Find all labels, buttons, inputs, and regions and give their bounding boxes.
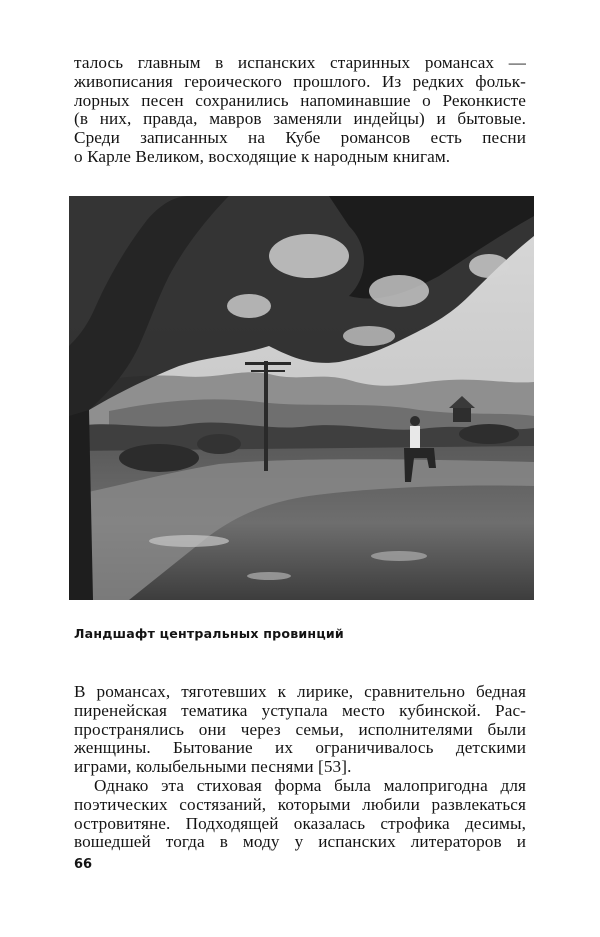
text-line: женщины. Бытование их ограничивалось детскими <box>74 739 526 758</box>
text-line: (в них, правда, мавров заменяли индейцы) и бытовые. <box>74 110 526 129</box>
text-line: В романсах, тяготевших к лирике, сравнительно бедная <box>74 683 526 701</box>
text-line: островитяне. Подходящей оказалась строфика десимы, <box>74 814 526 833</box>
text-line: о Карле Великом, восходящие к народным книгам. <box>74 147 451 166</box>
text-line: Среди записанных на Кубе романсов есть песни <box>74 129 526 148</box>
text-line: вошедшей тогда в моду у испанских литераторов и <box>74 833 526 852</box>
text-line: пиренейская тематика уступала место кубинской. Рас- <box>74 701 526 720</box>
photo-caption: Ландшафт центральных провинций <box>74 626 344 641</box>
text-line: живописания героического прошлого. Из редких фольк- <box>74 72 526 91</box>
text-line: играми, колыбельными песнями [53]. <box>74 758 352 777</box>
text-line: лорных песен сохранились напоминавшие о Реконкисте <box>74 91 526 110</box>
landscape-photo <box>69 196 534 600</box>
bottom-paragraphs <box>74 683 526 852</box>
top-paragraph <box>74 54 526 167</box>
text-line: Однако эта стиховая форма была малопригодна для <box>94 776 526 795</box>
text-line: пространялись они через семьи, исполнителями были <box>74 720 526 739</box>
text-line: поэтических состязаний, которыми любили развлекаться <box>74 795 526 814</box>
text-line: талось главным в испанских старинных романсах — <box>74 54 526 72</box>
page-number: 66 <box>74 857 93 872</box>
